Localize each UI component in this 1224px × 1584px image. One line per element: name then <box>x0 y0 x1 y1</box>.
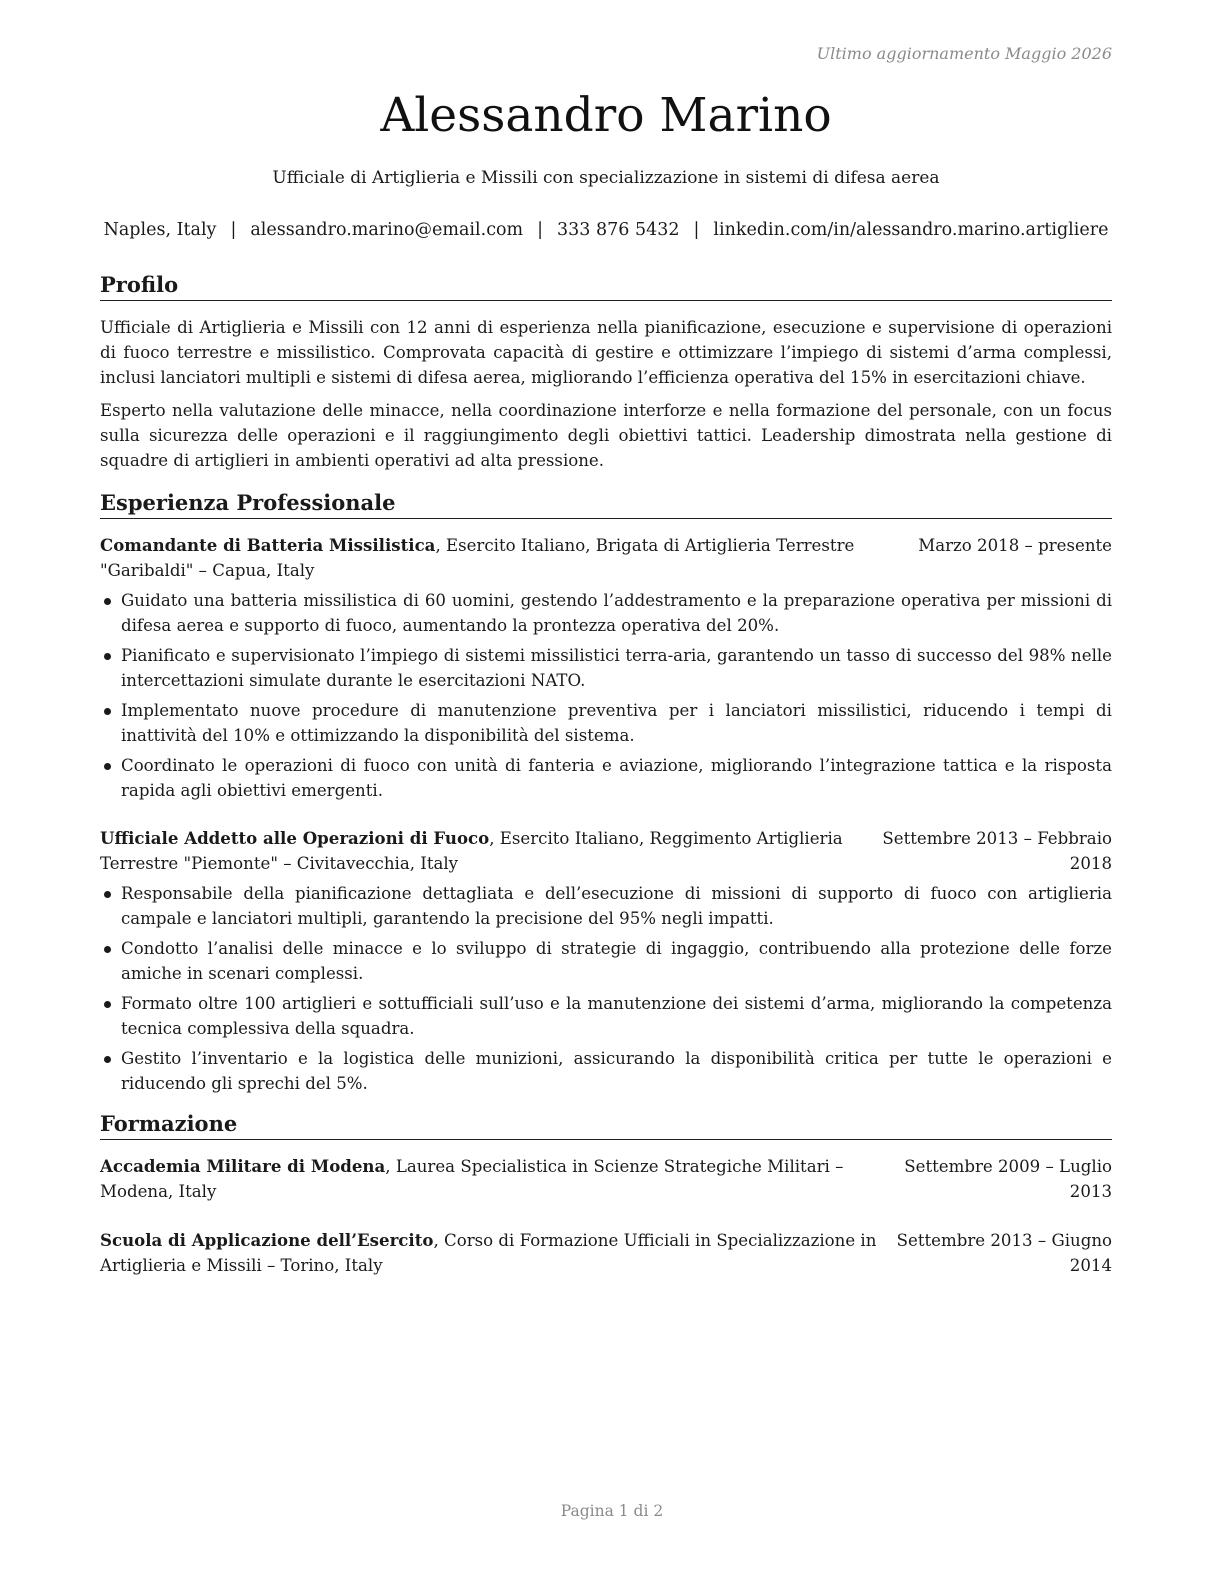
profile-section <box>100 272 1112 473</box>
job-dates: Settembre 2013 – Febbraio <box>882 829 1112 848</box>
bullet-text: Gestito l’inventario e la logistica delle munizioni, assicurando la disponibilità critica per tutte le operazioni e riducendo gli sprechi del 5%. <box>121 1049 1112 1093</box>
list-item <box>100 753 1112 803</box>
bullet-icon <box>104 598 111 605</box>
contact-separator: | <box>693 220 700 240</box>
profile-paragraph: Ufficiale di Artiglieria e Missili con 12 anni di esperienza nella pianificazione, esecuzione e supervisione di operazioni di fuoco terrestre e missilistico. Comprovata capacità di gestire e ottimizzare l’impiego di sistemi d’arma complessi, inclusi lanciatori multipli e sistemi di difesa aerea, migliorando l’efficienza operativa del 15% in esercitazioni chiave. <box>100 318 1112 387</box>
job-bullets <box>100 588 1112 803</box>
job-dates-cont: 2018 <box>1069 854 1112 873</box>
bullet-icon <box>104 763 111 770</box>
bullet-icon <box>104 946 111 953</box>
list-item <box>100 936 1112 986</box>
list-item <box>100 588 1112 638</box>
candidate-name: Alessandro Marino <box>380 88 832 143</box>
page-number: Pagina 1 di 2 <box>560 1502 664 1520</box>
job-entry <box>100 826 1112 1096</box>
job-header <box>100 826 1112 851</box>
education-school: Scuola di Applicazione dell’Esercito <box>100 1230 434 1250</box>
section-title-experience: Esperienza Professionale <box>100 490 1112 519</box>
bullet-text: Condotto l’analisi delle minacce e lo sviluppo di strategie di ingaggio, contribuendo alla protezione delle forze amiche in scenari complessi. <box>121 939 1112 983</box>
bullet-icon <box>104 708 111 715</box>
job-location: Terrestre "Piemonte" – Civitavecchia, Italy <box>100 854 459 873</box>
education-header-line2 <box>100 1179 1112 1204</box>
education-dates: Settembre 2013 – Giugno <box>896 1231 1112 1250</box>
bullet-text: Coordinato le operazioni di fuoco con unità di fanteria e aviazione, migliorando l’integrazione tattica e la risposta rapida agli obiettivi emergenti. <box>121 756 1112 800</box>
job-location: "Garibaldi" – Capua, Italy <box>100 561 315 580</box>
bullet-icon <box>104 891 111 898</box>
section-title-profile: Profilo <box>100 272 1112 301</box>
contact-location: Naples, Italy <box>103 220 217 240</box>
candidate-headline: Ufficiale di Artiglieria e Missili con specializzazione in sistemi di difesa aerea <box>272 168 940 188</box>
job-organization: , Esercito Italiano, Reggimento Artiglieria <box>489 829 843 848</box>
bullet-text: Pianificato e supervisionato l’impiego di sistemi missilistici terra-aria, garantendo un tasso di successo del 98% nelle intercettazioni simulate durante le esercitazioni NATO. <box>121 646 1112 690</box>
experience-section <box>100 490 1112 1096</box>
bullet-icon <box>104 653 111 660</box>
job-organization: , Esercito Italiano, Brigata di Artiglieria Terrestre <box>435 536 855 555</box>
education-entry <box>100 1154 1112 1204</box>
bullet-text: Formato oltre 100 artiglieri e sottufficiali sull’uso e la manutenzione dei sistemi d’arma, migliorando la competenza tecnica complessiva della squadra. <box>121 994 1112 1038</box>
list-item <box>100 698 1112 748</box>
bullet-text: Responsabile della pianificazione dettagliata e dell’esecuzione di missioni di supporto di fuoco con artiglieria campale e lanciatori multipli, garantendo la precisione del 95% negli impatti. <box>121 884 1112 928</box>
bullet-text: Guidato una batteria missilistica di 60 uomini, gestendo l’addestramento e la preparazione operativa per missioni di difesa aerea e supporto di fuoco, aumentando la prontezza operativa del 20%. <box>121 591 1112 635</box>
bullet-icon <box>104 1001 111 1008</box>
contact-phone: 333 876 5432 <box>557 220 680 240</box>
section-title-education: Formazione <box>100 1111 1112 1140</box>
bullet-text: Implementato nuove procedure di manutenzione preventiva per i lanciatori missilistici, riducendo i tempi di inattività del 10% e ottimizzando la disponibilità del sistema. <box>121 701 1112 745</box>
education-degree: , Laurea Specialistica in Scienze Strategiche Militari – <box>385 1157 844 1176</box>
list-item <box>100 643 1112 693</box>
profile-paragraph: Esperto nella valutazione delle minacce, nella coordinazione interforze e nella formazione del personale, con un focus sulla sicurezza delle operazioni e il raggiungimento degli obiettivi tattici. Leadership dimostrata nella gestione di squadre di artiglieri in ambienti operativi ad alta pressione. <box>100 401 1112 470</box>
education-header-line2 <box>100 1253 1112 1278</box>
education-section <box>100 1111 1112 1278</box>
job-header-line2 <box>100 851 1112 876</box>
education-dates: Settembre 2009 – Luglio <box>904 1157 1112 1176</box>
contact-email[interactable]: alessandro.marino@email.com <box>250 220 524 240</box>
education-dates-cont: 2013 <box>1069 1182 1112 1201</box>
contact-separator: | <box>230 220 237 240</box>
education-dates-cont: 2014 <box>1069 1256 1112 1275</box>
education-location: Artiglieria e Missili – Torino, Italy <box>100 1256 383 1275</box>
list-item <box>100 1046 1112 1096</box>
bullet-icon <box>104 1056 111 1063</box>
job-bullets <box>100 881 1112 1096</box>
education-school: Accademia Militare di Modena <box>100 1156 386 1176</box>
job-entry <box>100 533 1112 803</box>
education-header <box>100 1228 1112 1253</box>
last-updated-note: Ultimo aggiornamento Maggio 2026 <box>816 44 1112 63</box>
education-location: Modena, Italy <box>100 1182 217 1201</box>
contact-line <box>90 220 1122 240</box>
list-item <box>100 991 1112 1041</box>
education-header <box>100 1154 1112 1179</box>
list-item <box>100 881 1112 931</box>
education-entry <box>100 1228 1112 1278</box>
job-role: Comandante di Batteria Missilistica <box>100 535 436 555</box>
job-role: Ufficiale Addetto alle Operazioni di Fuoco <box>100 828 490 848</box>
job-header <box>100 533 1112 558</box>
job-header-line2 <box>100 558 1112 583</box>
education-degree: , Corso di Formazione Ufficiali in Specializzazione in <box>433 1231 877 1250</box>
contact-separator: | <box>537 220 544 240</box>
contact-linkedin[interactable]: linkedin.com/in/alessandro.marino.artigliere <box>713 220 1109 240</box>
job-dates: Marzo 2018 – presente <box>918 536 1112 555</box>
